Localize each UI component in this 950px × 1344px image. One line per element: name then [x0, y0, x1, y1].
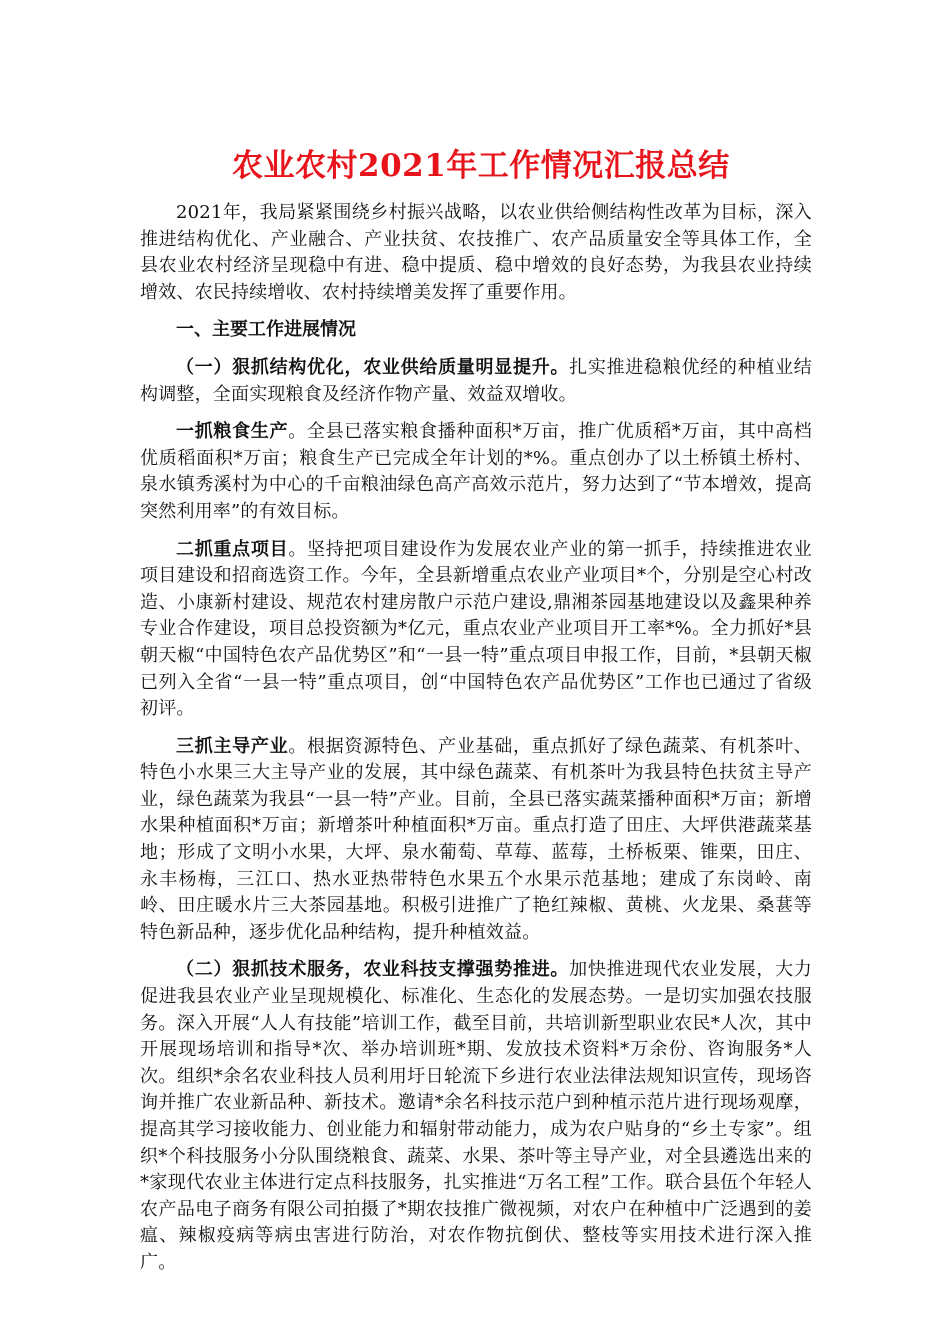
document-page	[140, 128, 812, 1288]
paragraph-body: 。根据资源特色、产业基础，重点抓好了绿色蔬菜、有机茶叶、特色小水果三大主导产业的发展，其中绿色蔬菜、有机茶叶为我县特色扶贫主导产业，绿色蔬菜为我县“一县一特”产业。目前，全县已落实蔬菜播种面积*万亩；新增水果种植面积*万亩；新增茶叶种植面积*万亩。重点打造了田庄、大坪供港蔬菜基地；形成了文明小水果，大坪、泉水葡萄、草莓、蓝莓，土桥板栗、锥栗，田庄、永丰杨梅，三江口、热水亚热带特色水果五个水果示范基地；建成了东岗岭、南岭、田庄暖水片三大茶园基地。积极引进推广了艳红辣椒、黄桃、火龙果、桑葚等特色新品种，逐步优化品种结构，提升种植效益。	[140, 735, 812, 943]
paragraph-technical-services	[140, 957, 812, 1276]
paragraph-lead: （一）狠抓结构优化，农业供给质量明显提升。	[176, 356, 570, 378]
paragraph-lead: 二抓重点项目	[176, 538, 289, 560]
paragraph-key-projects	[140, 537, 812, 723]
paragraph-lead: 一抓粮食生产	[176, 421, 289, 443]
section-heading: 一、主要工作进展情况	[176, 319, 356, 341]
document-title: 农业农村2021年工作情况汇报总结	[232, 148, 730, 184]
paragraph-body: 。全县已落实粮食播种面积*万亩，推广优质稻*万亩，其中高档优质稻面积*万亩；粮食生产已完成全年计划的*%。重点创办了以土桥镇土桥村、泉水镇秀溪村为中心的千亩粮油绿色高产高效示范片，努力达到了“节本增效，提高突然利用率”的有效目标。	[140, 421, 812, 522]
paragraph-body: 扎实推进稳粮优经的种植业结构调整，全面实现粮食及经济作物产量、效益双增收。	[140, 356, 812, 405]
paragraph-body: 加快推进现代农业发展，大力促进我县农业产业呈现规模化、标准化、生态化的发展态势。一是切实加强农技服务。深入开展“人人有技能”培训工作，截至目前，共培训新型职业农民*人次，其中开展现场培训和指导*次、举办培训班*期、发放技术资料*万余份、咨询服务*人次。组织*余名农业科技人员利用圩日轮流下乡进行农业法律法规知识宣传，现场咨询并推广农业新品种、新技术。邀请*余名科技示范户到种植示范片进行现场观摩，提高其学习接收能力、创业能力和辐射带动能力，成为农户贴身的“乡土专家”。组织*个科技服务小分队围绕粮食、蔬菜、水果、茶叶等主导产业，对全县遴选出来的*家现代农业主体进行定点科技服务，扎实推进“万名工程”工作。联合县伍个年轻人农产品电子商务有限公司拍摄了*期农技推广微视频，对农户在种植中广泛遇到的姜瘟、辣椒疫病等病虫害进行防治，对农作物抗倒伏、整枝等实用技术进行深入推广。	[140, 959, 812, 1273]
intro-paragraph: 2021年，我局紧紧围绕乡村振兴战略，以农业供给侧结构性改革为目标，深入推进结构优化、产业融合、产业扶贫、农技推广、农产品质量安全等具体工作，全县农业农村经济呈现稳中有进、稳中提质、稳中增效的良好态势，为我县农业持续增效、农民持续增收、农村持续增美发挥了重要作用。	[140, 202, 812, 303]
paragraph-structure-optimization	[140, 355, 812, 408]
paragraph-grain-production	[140, 419, 812, 525]
paragraph-lead: 三抓主导产业	[176, 735, 289, 757]
paragraph-leading-industries	[140, 734, 812, 947]
paragraph-lead: （二）狠抓技术服务，农业科技支撑强势推进。	[176, 959, 570, 981]
paragraph-body: 。坚持把项目建设作为发展农业产业的第一抓手，持续推进农业项目建设和招商选资工作。今年，全县新增重点农业产业项目*个，分别是空心村改造、小康新村建设、规范农村建房散户示范户建设,鼎湘茶园基地建设以及鑫果种养专业合作建设，项目总投资额为*亿元，重点农业产业项目开工率*%。全力抓好*县朝天椒“中国特色农产品优势区”和“一县一特”重点项目申报工作，目前，*县朝天椒已列入全省“一县一特”重点项目，创“中国特色农产品优势区”工作也已通过了省级初评。	[140, 538, 812, 720]
